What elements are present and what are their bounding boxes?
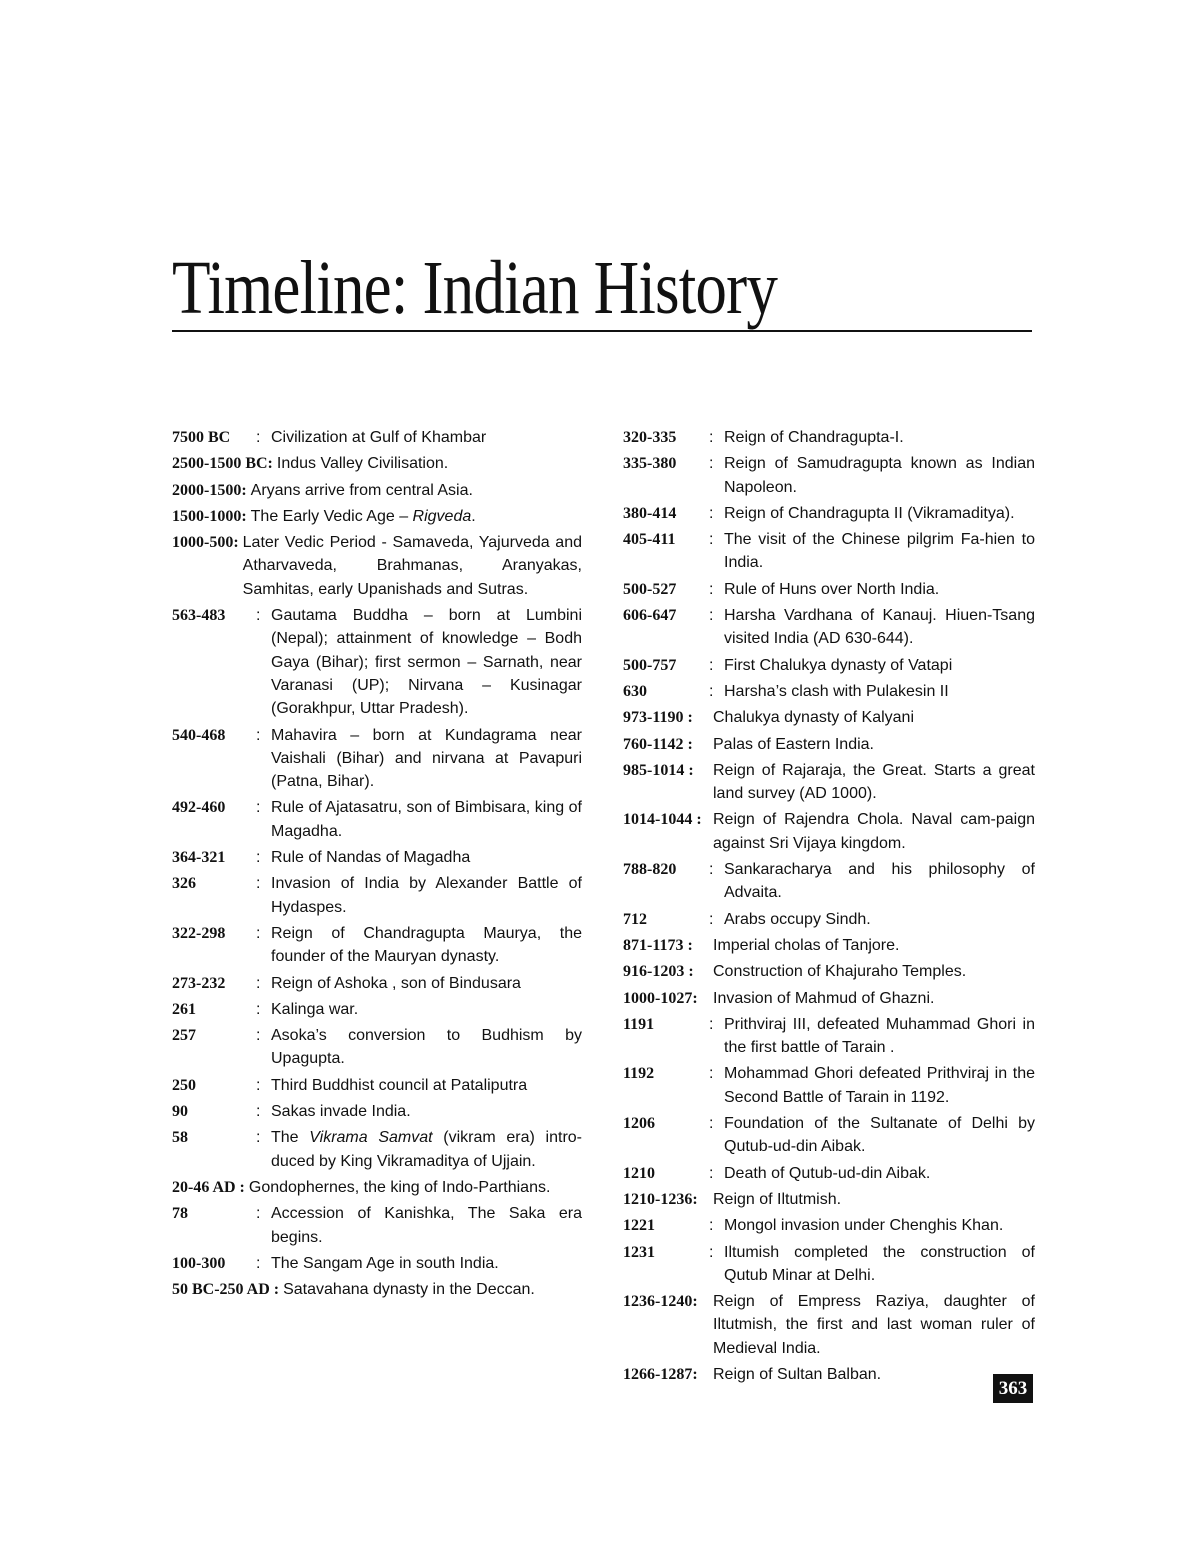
entry-description: Harsha Vardhana of Kanauj. Hiuen-Tsang visited India (AD 630-644). bbox=[724, 607, 1035, 648]
timeline-entry bbox=[623, 1162, 1035, 1185]
timeline-entry bbox=[623, 759, 1035, 806]
entry-date: 1221 bbox=[623, 1217, 655, 1235]
entry-date: 712 bbox=[623, 910, 647, 928]
entry-description: Sankaracharya and his philosophy of Advaita. bbox=[724, 861, 1035, 902]
entry-separator: : bbox=[709, 580, 714, 598]
timeline-entry bbox=[623, 908, 1035, 931]
entry-description: Accession of Kanishka, The Saka era begins. bbox=[271, 1205, 582, 1246]
timeline-entry bbox=[172, 1252, 582, 1275]
entry-date: 1192 bbox=[623, 1065, 655, 1083]
page-number: 363 bbox=[993, 1374, 1033, 1403]
entry-date: 1191 bbox=[623, 1015, 655, 1033]
entry-date: 1500-1000: bbox=[172, 507, 247, 525]
entry-date: 78 bbox=[172, 1205, 188, 1223]
entry-separator: : bbox=[256, 849, 261, 867]
entry-separator: : bbox=[709, 607, 714, 625]
timeline-entry bbox=[172, 1100, 582, 1123]
entry-description: Reign of Iltutmish. bbox=[713, 1190, 842, 1208]
entry-description: Prithviraj III, defeated Muhammad Ghori in the first battle of Tarain . bbox=[724, 1015, 1035, 1057]
entry-description: Later Vedic Period - Samaveda, Yajurveda and Atharvaveda, Brahmanas, Aranyakas, Samhitas, early Upanishads and Sutras. bbox=[242, 534, 582, 598]
timeline-entry bbox=[623, 858, 1035, 905]
entry-separator: : bbox=[709, 531, 714, 549]
entry-description-part: The Early Vedic Age – bbox=[250, 507, 413, 525]
entry-description: Mahavira – born at Kundagrama near Vaishali (Bihar) and nirvana at Pavapuri (Patna, Bihar). bbox=[271, 726, 582, 791]
entry-date: 335-380 bbox=[623, 455, 677, 473]
entry-separator: : bbox=[709, 656, 714, 674]
timeline-entry bbox=[623, 502, 1035, 525]
entry-description: Kalinga war. bbox=[271, 1000, 359, 1018]
entry-separator: : bbox=[256, 924, 261, 942]
timeline-entry bbox=[172, 1126, 582, 1173]
entry-description bbox=[271, 1126, 582, 1173]
timeline-entry bbox=[623, 1062, 1035, 1109]
entry-date: 257 bbox=[172, 1027, 196, 1045]
entry-date: 1000-500: bbox=[172, 534, 239, 552]
timeline-entry bbox=[172, 846, 582, 869]
entry-separator: : bbox=[709, 1115, 714, 1133]
entry-date: 326 bbox=[172, 875, 196, 893]
timeline-entry bbox=[623, 680, 1035, 703]
entry-date: 100-300 bbox=[172, 1254, 226, 1272]
entry-date: 1266-1287: bbox=[623, 1365, 698, 1383]
entry-description bbox=[251, 505, 582, 528]
entry-separator: : bbox=[709, 861, 714, 879]
entry-date: 788-820 bbox=[623, 861, 677, 879]
entry-date: 1000-1027: bbox=[623, 989, 698, 1007]
timeline-entry bbox=[172, 972, 582, 995]
entry-date: 973-1190 : bbox=[623, 709, 693, 727]
entry-date: 916-1203 : bbox=[623, 963, 694, 981]
entry-date: 322-298 bbox=[172, 924, 226, 942]
entry-description: Reign of Samudragupta known as Indian Napoleon. bbox=[724, 455, 1035, 496]
timeline-entry bbox=[172, 1176, 582, 1199]
entry-description: Iltumish completed the construction of Qutub Minar at Delhi. bbox=[724, 1243, 1035, 1284]
entry-date: 492-460 bbox=[172, 799, 226, 817]
timeline-entry bbox=[623, 578, 1035, 601]
entry-date: 250 bbox=[172, 1076, 196, 1094]
entry-date: 90 bbox=[172, 1103, 188, 1121]
timeline-entry bbox=[623, 987, 1035, 1010]
entry-date: 58 bbox=[172, 1129, 188, 1147]
entry-date: 760-1142 : bbox=[623, 735, 693, 753]
entry-separator: : bbox=[709, 429, 714, 446]
entry-description: Reign of Ashoka , son of Bindusara bbox=[271, 974, 521, 992]
timeline-entry bbox=[172, 1202, 582, 1249]
entry-date: 1236-1240: bbox=[623, 1293, 698, 1311]
entry-description: Third Buddhist council at Pataliputra bbox=[271, 1076, 528, 1094]
timeline-entry bbox=[623, 1013, 1035, 1060]
timeline-entry bbox=[172, 796, 582, 843]
timeline-entry bbox=[172, 1024, 582, 1071]
entry-separator: : bbox=[256, 726, 261, 744]
entry-separator: : bbox=[256, 875, 261, 893]
entry-date: 1206 bbox=[623, 1115, 655, 1133]
timeline-entry bbox=[623, 1188, 1035, 1211]
entry-date: 500-527 bbox=[623, 580, 677, 598]
entry-date: 261 bbox=[172, 1000, 196, 1018]
entry-separator: : bbox=[256, 1027, 261, 1045]
entry-date: 364-321 bbox=[172, 849, 226, 867]
entry-description: Indus Valley Civilisation. bbox=[276, 455, 449, 473]
entry-description: Rule of Nandas of Magadha bbox=[271, 849, 471, 867]
entry-date: 606-647 bbox=[623, 607, 677, 625]
entry-description: Mohammad Ghori defeated Prithviraj in the Second Battle of Tarain in 1192. bbox=[724, 1065, 1035, 1106]
entry-description: Imperial cholas of Tanjore. bbox=[713, 936, 900, 954]
timeline-entry bbox=[172, 505, 582, 528]
entry-description-part: . bbox=[471, 507, 476, 525]
entry-description-italic: Vikrama Samvat bbox=[309, 1129, 433, 1147]
entry-description: Mongol invasion under Chenghis Khan. bbox=[724, 1217, 1004, 1235]
entry-separator: : bbox=[256, 974, 261, 992]
entry-separator: : bbox=[256, 1076, 261, 1094]
entry-separator: : bbox=[256, 1254, 261, 1272]
entry-date: 380-414 bbox=[623, 504, 677, 522]
entry-date: 273-232 bbox=[172, 974, 226, 992]
timeline-entry bbox=[172, 604, 582, 720]
entry-description-part: The bbox=[271, 1129, 310, 1147]
entry-separator: : bbox=[256, 1000, 261, 1018]
entry-separator: : bbox=[256, 429, 261, 446]
title-rule bbox=[172, 330, 1032, 332]
entry-date: 2500-1500 BC: bbox=[172, 455, 273, 473]
entry-description: Foundation of the Sultanate of Delhi by Qutub-ud-din Aibak. bbox=[724, 1115, 1035, 1156]
timeline-entry bbox=[623, 452, 1035, 499]
entry-date: 540-468 bbox=[172, 726, 226, 744]
timeline-entry bbox=[172, 872, 582, 919]
entry-description: Chalukya dynasty of Kalyani bbox=[713, 709, 914, 727]
entry-description: First Chalukya dynasty of Vatapi bbox=[724, 656, 953, 674]
entry-date: 500-757 bbox=[623, 656, 677, 674]
entry-description: Harsha’s clash with Pulakesin II bbox=[724, 682, 949, 700]
entry-date: 871-1173 : bbox=[623, 936, 693, 954]
entry-description: Reign of Rajaraja, the Great. Starts a great land survey (AD 1000). bbox=[713, 761, 1035, 803]
entry-description: Arabs occupy Sindh. bbox=[724, 910, 871, 928]
entry-description: Reign of Chandragupta II (Vikramaditya). bbox=[724, 504, 1015, 522]
timeline-entry bbox=[623, 654, 1035, 677]
entry-separator: : bbox=[709, 504, 714, 522]
timeline-entry bbox=[623, 426, 1035, 449]
entry-separator: : bbox=[709, 910, 714, 928]
entry-separator: : bbox=[709, 1015, 714, 1033]
timeline-entry bbox=[623, 1241, 1035, 1288]
entry-description: Invasion of India by Alexander Battle of Hydaspes. bbox=[271, 875, 582, 916]
entry-separator: : bbox=[709, 682, 714, 700]
timeline-entry bbox=[172, 724, 582, 794]
timeline-entry bbox=[623, 960, 1035, 983]
entry-description: The Sangam Age in south India. bbox=[271, 1254, 499, 1272]
page-title: Timeline: Indian History bbox=[172, 246, 778, 330]
timeline-entry bbox=[623, 808, 1035, 855]
timeline-entry bbox=[623, 1214, 1035, 1237]
timeline-entry bbox=[623, 706, 1035, 729]
timeline-left-column bbox=[172, 426, 582, 1304]
entry-description: Gautama Buddha – born at Lumbini (Nepal); attainment of knowledge – Bodh Gaya (Bihar); first sermon – Sarnath, near Varanasi (UP); Nirvana – Kusinagar (Gorakhpur, Uttar Pradesh). bbox=[271, 607, 582, 718]
entry-description: Construction of Khajuraho Temples. bbox=[713, 963, 967, 981]
entry-description: The visit of the Chinese pilgrim Fa-hien to India. bbox=[724, 531, 1035, 572]
entry-separator: : bbox=[256, 1103, 261, 1121]
entry-description: Death of Qutub-ud-din Aibak. bbox=[724, 1164, 931, 1182]
entry-date: 1231 bbox=[623, 1243, 655, 1261]
entry-separator: : bbox=[709, 455, 714, 473]
entry-separator: : bbox=[256, 799, 261, 817]
timeline-entry bbox=[623, 1290, 1035, 1360]
timeline-entry bbox=[172, 998, 582, 1021]
entry-description: Civilization at Gulf of Khambar bbox=[271, 429, 487, 446]
entry-description: Rule of Ajatasatru, son of Bimbisara, king of Magadha. bbox=[271, 799, 582, 840]
entry-description-part: (vikram era) intro-duced by King Vikramaditya of Ujjain. bbox=[271, 1129, 583, 1170]
timeline-entry bbox=[172, 922, 582, 969]
timeline-entry bbox=[172, 531, 582, 601]
entry-date: 20-46 AD : bbox=[172, 1178, 245, 1196]
entry-separator: : bbox=[709, 1243, 714, 1261]
entry-description: Asoka’s conversion to Budhism by Upagupta. bbox=[271, 1027, 582, 1068]
timeline-entry bbox=[623, 1363, 1035, 1386]
entry-description: Reign of Chandragupta-I. bbox=[724, 429, 904, 446]
timeline-entry bbox=[623, 934, 1035, 957]
timeline-entry bbox=[172, 426, 582, 449]
entry-date: 985-1014 : bbox=[623, 761, 694, 779]
entry-description: Rule of Huns over North India. bbox=[724, 580, 940, 598]
entry-description: Palas of Eastern India. bbox=[713, 735, 874, 753]
timeline-entry bbox=[172, 479, 582, 502]
timeline-entry bbox=[623, 733, 1035, 756]
entry-description-italic: Rigveda bbox=[412, 507, 472, 525]
entry-description: Reign of Empress Raziya, daughter of Iltutmish, the first and last woman ruler of Medieval India. bbox=[713, 1293, 1035, 1357]
entry-description: Reign of Chandragupta Maurya, the founder of the Mauryan dynasty. bbox=[271, 924, 582, 966]
timeline-entry bbox=[623, 604, 1035, 651]
entry-description: Aryans arrive from central Asia. bbox=[250, 481, 473, 499]
timeline-entry bbox=[172, 1074, 582, 1097]
timeline-entry bbox=[623, 528, 1035, 575]
entry-date: 630 bbox=[623, 682, 647, 700]
entry-description: Sakas invade India. bbox=[271, 1103, 411, 1121]
entry-separator: : bbox=[256, 1205, 261, 1223]
entry-date: 563-483 bbox=[172, 607, 226, 625]
entry-separator: : bbox=[256, 1129, 261, 1147]
entry-separator: : bbox=[709, 1164, 714, 1182]
entry-separator: : bbox=[709, 1217, 714, 1235]
entry-date: 320-335 bbox=[623, 429, 677, 446]
entry-date: 1210 bbox=[623, 1164, 655, 1182]
timeline-entry bbox=[172, 452, 582, 475]
timeline-entry bbox=[172, 1278, 582, 1301]
entry-date: 2000-1500: bbox=[172, 481, 247, 499]
entry-description: Reign of Sultan Balban. bbox=[713, 1365, 882, 1383]
entry-description: Gondophernes, the king of Indo-Parthians. bbox=[248, 1178, 551, 1196]
timeline-entry bbox=[623, 1112, 1035, 1159]
entry-separator: : bbox=[256, 607, 261, 625]
timeline-right-column bbox=[623, 426, 1035, 1389]
entry-date: 1014-1044 : bbox=[623, 811, 702, 829]
entry-description: Reign of Rajendra Chola. Naval cam-paign against Sri Vijaya kingdom. bbox=[713, 811, 1035, 852]
entry-date: 7500 BC bbox=[172, 429, 231, 446]
entry-date: 405-411 bbox=[623, 531, 676, 549]
entry-date: 50 BC-250 AD : bbox=[172, 1281, 280, 1299]
entry-separator: : bbox=[709, 1065, 714, 1083]
entry-description: Invasion of Mahmud of Ghazni. bbox=[713, 989, 935, 1007]
entry-date: 1210-1236: bbox=[623, 1190, 698, 1208]
entry-description: Satavahana dynasty in the Deccan. bbox=[283, 1281, 535, 1299]
